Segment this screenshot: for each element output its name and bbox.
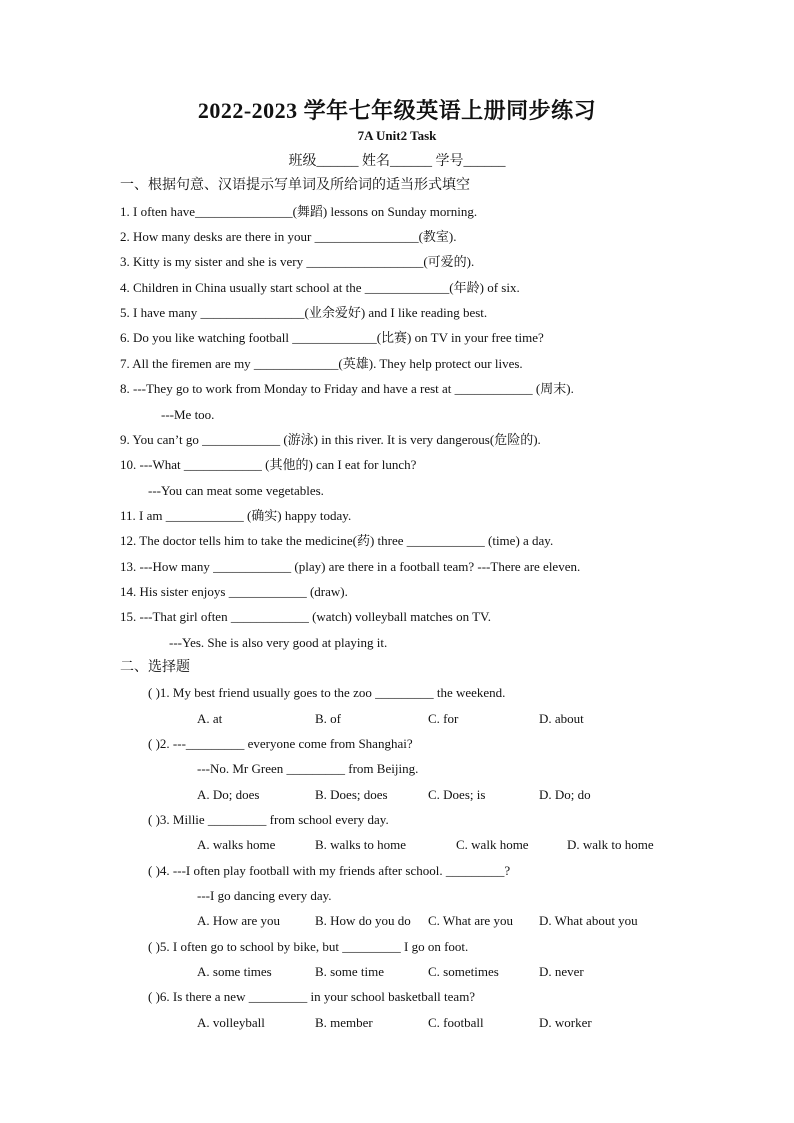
mc-6-option-d: D. worker bbox=[539, 1015, 592, 1030]
mc-2-option-a: A. Do; does bbox=[197, 787, 260, 802]
fill-item-6: 6. Do you like watching football _____________(比赛) on TV in your free time? bbox=[120, 330, 544, 345]
mc-question-4-reply: ---I go dancing every day. bbox=[197, 888, 332, 903]
mc-4-option-c: C. What are you bbox=[428, 913, 513, 928]
section-1-heading: 一、根据句意、汉语提示写单词及所给词的适当形式填空 bbox=[120, 178, 470, 193]
fill-item-13: 13. ---How many ____________ (play) are there in a football team? ---There are eleven. bbox=[120, 559, 581, 574]
fill-item-10-reply: ---You can meat some vegetables. bbox=[148, 483, 324, 498]
fill-item-4: 4. Children in China usually start school at the _____________(年龄) of six. bbox=[120, 280, 520, 295]
mc-question-4: ( )4. ---I often play football with my friends after school. _________? bbox=[148, 863, 511, 878]
mc-4-option-b: B. How do you do bbox=[315, 913, 411, 928]
mc-3-option-a: A. walks home bbox=[197, 837, 276, 852]
mc-4-option-d: D. What about you bbox=[539, 913, 638, 928]
fill-item-10: 10. ---What ____________ (其他的) can I eat for lunch? bbox=[120, 457, 417, 472]
fill-item-15-reply: ---Yes. She is also very good at playing it. bbox=[169, 635, 388, 650]
fill-item-9: 9. You can’t go ____________ (游泳) in this river. It is very dangerous(危险的). bbox=[120, 432, 541, 447]
mc-5-option-b: B. some time bbox=[315, 964, 384, 979]
section-2-heading: 二、选择题 bbox=[120, 660, 190, 675]
mc-5-option-c: C. sometimes bbox=[428, 964, 499, 979]
fill-item-14: 14. His sister enjoys ____________ (draw). bbox=[120, 584, 348, 599]
mc-2-option-d: D. Do; do bbox=[539, 787, 591, 802]
mc-5-option-a: A. some times bbox=[197, 964, 272, 979]
mc-question-3: ( )3. Millie _________ from school every day. bbox=[148, 812, 389, 827]
student-info-line: 班级______ 姓名______ 学号______ bbox=[288, 154, 506, 169]
mc-1-option-c: C. for bbox=[428, 711, 459, 726]
fill-item-15: 15. ---That girl often ____________ (watch) volleyball matches on TV. bbox=[120, 609, 492, 624]
mc-3-option-b: B. walks to home bbox=[315, 837, 406, 852]
mc-question-5: ( )5. I often go to school by bike, but _________ I go on foot. bbox=[148, 939, 469, 954]
mc-1-option-d: D. about bbox=[539, 711, 584, 726]
mc-2-option-b: B. Does; does bbox=[315, 787, 388, 802]
mc-question-6: ( )6. Is there a new _________ in your school basketball team? bbox=[148, 989, 476, 1004]
fill-item-7: 7. All the firemen are my _____________(英雄). They help protect our lives. bbox=[120, 356, 523, 371]
fill-item-3: 3. Kitty is my sister and she is very __________________(可爱的). bbox=[120, 254, 475, 269]
fill-item-8-reply: ---Me too. bbox=[161, 407, 215, 422]
mc-question-2: ( )2. ---_________ everyone come from Shanghai? bbox=[148, 736, 413, 751]
page-title: 2022-2023 学年七年级英语上册同步练习 bbox=[197, 98, 597, 123]
mc-5-option-d: D. never bbox=[539, 964, 584, 979]
mc-3-option-c: C. walk home bbox=[456, 837, 529, 852]
fill-item-1: 1. I often have_______________(舞蹈) lessons on Sunday morning. bbox=[120, 204, 478, 219]
mc-6-option-a: A. volleyball bbox=[197, 1015, 265, 1030]
fill-item-8: 8. ---They go to work from Monday to Friday and have a rest at ____________ (周末). bbox=[120, 381, 574, 396]
mc-1-option-a: A. at bbox=[197, 711, 223, 726]
mc-question-2-reply: ---No. Mr Green _________ from Beijing. bbox=[197, 761, 419, 776]
mc-1-option-b: B. of bbox=[315, 711, 341, 726]
fill-item-12: 12. The doctor tells him to take the medicine(药) three ____________ (time) a day. bbox=[120, 533, 554, 548]
mc-2-option-c: C. Does; is bbox=[428, 787, 486, 802]
page-subtitle: 7A Unit2 Task bbox=[357, 128, 437, 143]
fill-item-5: 5. I have many ________________(业余爱好) and I like reading best. bbox=[120, 305, 488, 320]
fill-item-11: 11. I am ____________ (确实) happy today. bbox=[120, 508, 352, 523]
mc-6-option-c: C. football bbox=[428, 1015, 484, 1030]
mc-6-option-b: B. member bbox=[315, 1015, 373, 1030]
fill-item-2: 2. How many desks are there in your ________________(教室). bbox=[120, 229, 457, 244]
mc-3-option-d: D. walk to home bbox=[567, 837, 654, 852]
mc-4-option-a: A. How are you bbox=[197, 913, 281, 928]
mc-question-1: ( )1. My best friend usually goes to the zoo _________ the weekend. bbox=[148, 685, 506, 700]
